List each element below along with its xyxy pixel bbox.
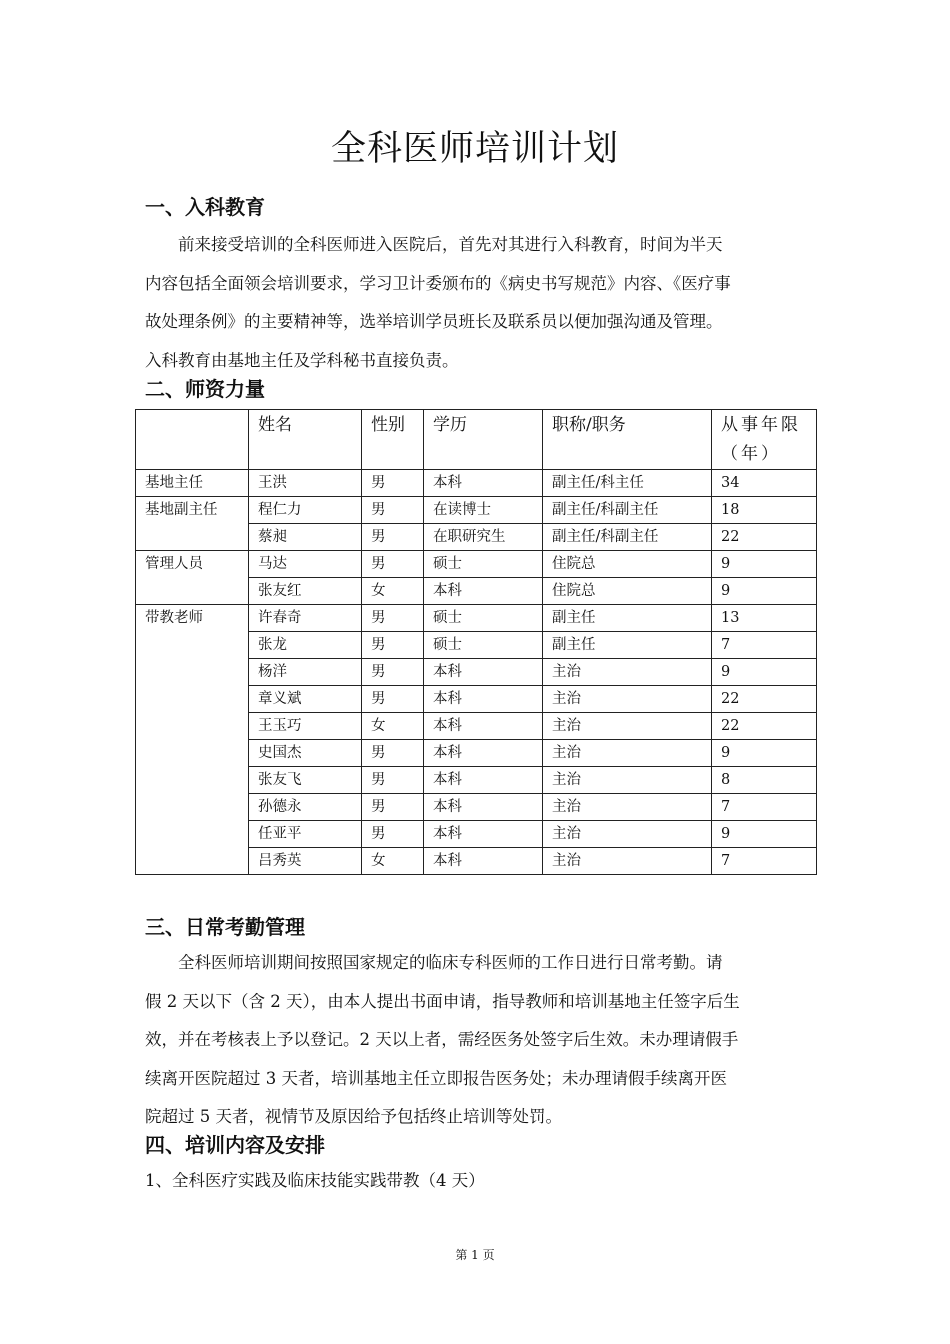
table-cell: 许春奇 <box>249 605 362 632</box>
table-cell: 男 <box>362 821 424 848</box>
table-header-cell <box>136 410 249 470</box>
table-cell: 18 <box>712 497 817 524</box>
paragraph-line: 1、全科医疗实践及临床技能实践带教（4 天） <box>145 1171 485 1190</box>
section-heading-orientation: 一、入科教育 <box>145 195 265 219</box>
table-cell: 7 <box>712 794 817 821</box>
table-header-cell: 学历 <box>424 410 543 470</box>
table-header-cell: 从事年限（年） <box>712 410 817 470</box>
table-cell: 副主任/科副主任 <box>543 524 712 551</box>
paragraph-line: 全科医师培训期间按照国家规定的临床专科医师的工作日进行日常考勤。请 <box>178 953 723 972</box>
table-cell: 章义斌 <box>249 686 362 713</box>
table-cell: 男 <box>362 794 424 821</box>
table-cell: 主治 <box>543 821 712 848</box>
table-cell: 在职研究生 <box>424 524 543 551</box>
role-cell: 带教老师 <box>136 605 249 632</box>
table-row <box>136 821 817 848</box>
role-cell <box>136 713 249 740</box>
role-cell: 管理人员 <box>136 551 249 578</box>
table-cell: 男 <box>362 551 424 578</box>
paragraph-line: 入科教育由基地主任及学科秘书直接负责。 <box>145 350 459 370</box>
table-row <box>136 659 817 686</box>
table-cell: 主治 <box>543 794 712 821</box>
role-cell <box>136 794 249 821</box>
attendance-paragraph <box>145 944 809 1137</box>
table-row <box>136 551 817 578</box>
table-cell: 张友飞 <box>249 767 362 794</box>
table-row <box>136 713 817 740</box>
table-cell: 王玉巧 <box>249 713 362 740</box>
table-cell: 主治 <box>543 848 712 875</box>
training-item-1 <box>145 1162 809 1201</box>
table-cell: 9 <box>712 659 817 686</box>
table-row <box>136 605 817 632</box>
table-cell: 马达 <box>249 551 362 578</box>
table-cell: 副主任 <box>543 632 712 659</box>
table-cell: 男 <box>362 686 424 713</box>
table-cell: 男 <box>362 740 424 767</box>
table-cell: 本科 <box>424 470 543 497</box>
role-cell: 基地主任 <box>136 470 249 497</box>
table-cell: 男 <box>362 632 424 659</box>
table-cell: 副主任/科主任 <box>543 470 712 497</box>
paragraph-line: 院超过 5 天者，视情节及原因给予包括终止培训等处罚。 <box>145 1107 562 1126</box>
table-cell: 女 <box>362 713 424 740</box>
table-cell: 张龙 <box>249 632 362 659</box>
role-cell <box>136 740 249 767</box>
table-cell: 硕士 <box>424 551 543 578</box>
role-cell <box>136 524 249 551</box>
table-cell: 住院总 <box>543 551 712 578</box>
role-cell <box>136 821 249 848</box>
table-cell: 任亚平 <box>249 821 362 848</box>
table-row <box>136 767 817 794</box>
orientation-paragraph <box>145 226 809 380</box>
table-cell: 本科 <box>424 686 543 713</box>
table-cell: 主治 <box>543 659 712 686</box>
table-cell: 本科 <box>424 794 543 821</box>
table-cell: 王洪 <box>249 470 362 497</box>
paragraph-line: 假 2 天以下（含 2 天），由本人提出书面申请，指导教师和培训基地主任签字后生 <box>145 991 740 1011</box>
table-header-cell: 职称/职务 <box>543 410 712 470</box>
table-cell: 22 <box>712 713 817 740</box>
table-cell: 男 <box>362 524 424 551</box>
table-cell: 女 <box>362 578 424 605</box>
table-cell: 男 <box>362 767 424 794</box>
section-heading-attendance: 三、日常考勤管理 <box>145 915 305 939</box>
table-cell: 男 <box>362 605 424 632</box>
paragraph-line: 内容包括全面领会培训要求，学习卫计委颁布的《病史书写规范》内容、《医疗事 <box>145 273 731 293</box>
table-cell: 程仁力 <box>249 497 362 524</box>
paragraph-line: 续离开医院超过 3 天者，培训基地主任立即报告医务处；未办理请假手续离开医 <box>145 1068 727 1088</box>
table-row <box>136 740 817 767</box>
table-cell: 男 <box>362 659 424 686</box>
paragraph-line: 故处理条例》的主要精神等，选举培训学员班长及联系员以便加强沟通及管理。 <box>145 312 723 331</box>
table-cell: 本科 <box>424 821 543 848</box>
table-cell: 7 <box>712 848 817 875</box>
table-cell: 主治 <box>543 740 712 767</box>
table-cell: 孙德永 <box>249 794 362 821</box>
section-heading-faculty: 二、师资力量 <box>145 377 265 401</box>
table-cell: 8 <box>712 767 817 794</box>
table-row <box>136 470 817 497</box>
table-cell: 本科 <box>424 767 543 794</box>
table-cell: 9 <box>712 551 817 578</box>
table-cell: 杨洋 <box>249 659 362 686</box>
role-cell <box>136 578 249 605</box>
table-cell: 张友红 <box>249 578 362 605</box>
table-cell: 9 <box>712 821 817 848</box>
table-cell: 22 <box>712 686 817 713</box>
role-cell <box>136 659 249 686</box>
table-cell: 男 <box>362 470 424 497</box>
table-row <box>136 497 817 524</box>
table-header-cell: 性别 <box>362 410 424 470</box>
role-cell: 基地副主任 <box>136 497 249 524</box>
role-cell <box>136 686 249 713</box>
table-cell: 7 <box>712 632 817 659</box>
table-cell: 副主任/科副主任 <box>543 497 712 524</box>
table-cell: 13 <box>712 605 817 632</box>
table-cell: 主治 <box>543 686 712 713</box>
table-header-cell: 姓名 <box>249 410 362 470</box>
paragraph-line: 效，并在考核表上予以登记。2 天以上者，需经医务处签字后生效。未办理请假手 <box>145 1030 739 1049</box>
table-cell: 在读博士 <box>424 497 543 524</box>
table-cell: 本科 <box>424 713 543 740</box>
table-cell: 男 <box>362 497 424 524</box>
paragraph-line: 前来接受培训的全科医师进入医院后，首先对其进行入科教育，时间为半天 <box>178 235 723 254</box>
table-cell: 主治 <box>543 713 712 740</box>
table-cell: 本科 <box>424 659 543 686</box>
table-row <box>136 686 817 713</box>
table-cell: 蔡昶 <box>249 524 362 551</box>
table-cell: 住院总 <box>543 578 712 605</box>
table-cell: 副主任 <box>543 605 712 632</box>
table-cell: 史国杰 <box>249 740 362 767</box>
table-row <box>136 794 817 821</box>
table-cell: 9 <box>712 578 817 605</box>
table-cell: 本科 <box>424 578 543 605</box>
table-cell: 硕士 <box>424 605 543 632</box>
table-row <box>136 848 817 875</box>
role-cell <box>136 848 249 875</box>
role-cell <box>136 632 249 659</box>
faculty-table <box>135 409 817 875</box>
table-cell: 本科 <box>424 740 543 767</box>
section-heading-training-content: 四、培训内容及安排 <box>145 1133 325 1157</box>
table-header-row <box>136 410 817 470</box>
table-cell: 22 <box>712 524 817 551</box>
table-cell: 34 <box>712 470 817 497</box>
table-row <box>136 524 817 551</box>
table-cell: 吕秀英 <box>249 848 362 875</box>
table-cell: 本科 <box>424 848 543 875</box>
page-footer: 第 1 页 <box>455 1248 495 1262</box>
table-row <box>136 632 817 659</box>
table-cell: 9 <box>712 740 817 767</box>
role-cell <box>136 767 249 794</box>
table-row <box>136 578 817 605</box>
table-cell: 主治 <box>543 767 712 794</box>
table-cell: 硕士 <box>424 632 543 659</box>
document-title: 全科医师培训计划 <box>330 129 619 169</box>
table-cell: 女 <box>362 848 424 875</box>
